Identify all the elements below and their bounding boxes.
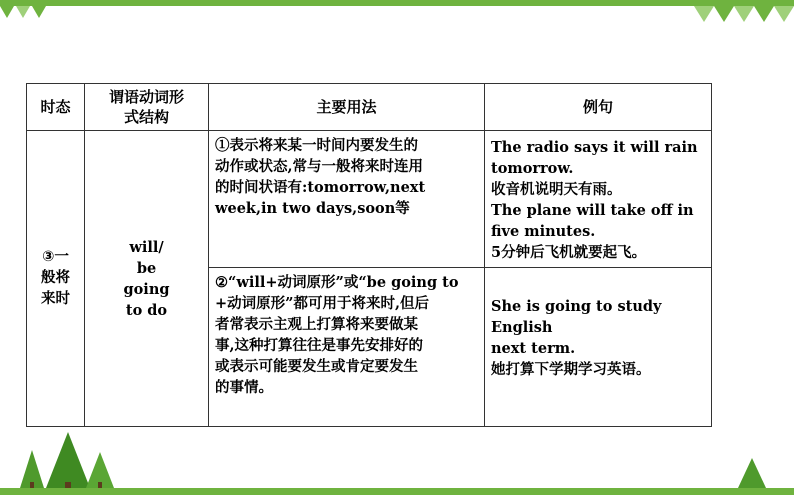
triangle-pattern-icon: [694, 6, 794, 24]
header-form: [85, 84, 209, 131]
header-example: 例句: [485, 84, 712, 131]
usage-cell-1: [209, 131, 485, 268]
tense-line: ③一: [42, 249, 69, 265]
example-line: next term.: [491, 340, 576, 357]
pine-trees-icon: [16, 432, 116, 490]
tense-cell: [27, 131, 85, 427]
example-line: English: [491, 319, 553, 336]
example-line: The radio says it will rain: [491, 139, 698, 156]
header-row: [27, 84, 712, 131]
usage-line: ②“will+动词原形”或“be going to: [215, 274, 459, 291]
tense-line: 来时: [41, 291, 70, 307]
usage-line: ①表示将来某一时间内要发生的: [215, 137, 418, 154]
usage-cell-2: [209, 268, 485, 427]
example-line: five minutes.: [491, 223, 596, 240]
pine-tree-icon: [736, 458, 768, 490]
leaf-pattern-icon: [0, 6, 60, 20]
usage-line: 者常表示主观上打算将来要做某: [215, 316, 418, 333]
usage-line: 的事情。: [215, 379, 273, 396]
header-tense: 时态: [27, 84, 85, 131]
grammar-table: [26, 83, 712, 427]
example-line: 她打算下学期学习英语。: [491, 361, 651, 378]
header-form-line: 式结构: [123, 108, 169, 126]
usage-line: +动词原形”都可用于将来时,但后: [215, 295, 430, 312]
form-line: be: [136, 259, 157, 277]
header-form-line: 谓语动词形: [108, 88, 184, 106]
header-usage: 主要用法: [209, 84, 485, 131]
usage-line: 动作或状态,常与一般将来时连用: [215, 158, 424, 175]
example-line: The plane will take off in: [491, 202, 694, 219]
bottom-accent-bar: [0, 488, 794, 495]
usage-line: 或表示可能要发生或肯定要发生: [215, 358, 418, 375]
example-line: 收音机说明天有雨。: [491, 181, 622, 198]
form-cell: [85, 131, 209, 427]
top-accent-bar: [0, 0, 794, 6]
example-cell-2: [485, 268, 712, 427]
example-cell-1: [485, 131, 712, 268]
usage-line: week,in two days,soon等: [215, 200, 410, 217]
form-line: will/: [129, 238, 164, 256]
example-line: tomorrow.: [491, 160, 574, 177]
usage-line: 的时间状语有:tomorrow,next: [215, 179, 426, 196]
example-line: 5分钟后飞机就要起飞。: [491, 244, 647, 261]
tense-line: 般将: [41, 270, 70, 286]
usage-line: 事,这种打算往往是事先安排好的: [215, 337, 424, 354]
form-line: going: [123, 280, 170, 298]
example-line: She is going to study: [491, 298, 662, 315]
form-line: to do: [125, 301, 168, 319]
table-row: [27, 131, 712, 268]
